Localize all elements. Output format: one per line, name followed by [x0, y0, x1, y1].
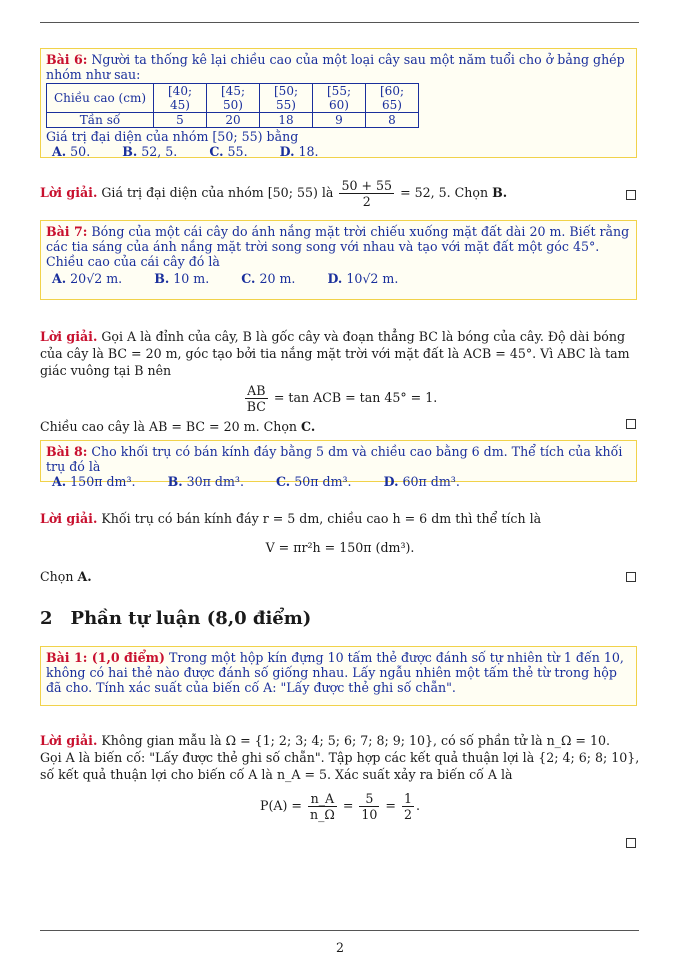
solution-6 — [40, 178, 640, 209]
essay-1-stem: Trong một hộp kín đựng 10 tấm thẻ được đánh số tự nhiên từ 1 đến 10, không có hai thẻ nào được đánh số giống nhau. Lấy ngẫu nhiên một tấm thẻ từ trong hộp đã cho. Tính xác suất của biến cố A: "Lấy được thẻ ghi số chẵn". — [46, 650, 624, 695]
exercise-7-box — [40, 220, 637, 300]
option-value: 52, 5. — [141, 144, 178, 159]
option-value: 18. — [298, 144, 319, 159]
section-number: 2 — [40, 608, 53, 629]
solution-label: Lời giải. — [40, 511, 98, 526]
table-cell: [45; 50) — [207, 84, 260, 113]
table-cell: [55; 60) — [313, 84, 366, 113]
exercise-8-label: Bài 8: — [46, 444, 88, 459]
option-key: D. — [383, 474, 399, 489]
table-cell: [50; 55) — [260, 84, 313, 113]
equation-rest: = tan ACB = tan 45° = 1. — [273, 390, 438, 405]
qed-icon — [626, 838, 636, 848]
exercise-7-text — [46, 224, 631, 269]
option-key: A. — [52, 271, 67, 286]
solution-8 — [40, 510, 640, 585]
exercise-7-options — [52, 271, 631, 286]
denominator: 2 — [362, 194, 371, 209]
section-title: Phần tự luận (8,0 điểm) — [70, 608, 312, 629]
solution-label: Lời giải. — [40, 329, 98, 344]
exercise-6-label: Bài 6: — [46, 52, 88, 67]
option-d — [384, 474, 474, 489]
option-value: 20 m. — [259, 271, 296, 286]
exercise-6-question: Giá trị đại diện của nhóm [50; 55) bằng — [46, 129, 299, 144]
section-heading — [40, 608, 311, 629]
equation — [40, 383, 640, 414]
table-cell: [60; 65) — [366, 84, 419, 113]
option-value: 50. — [70, 144, 91, 159]
qed-icon — [626, 190, 636, 200]
table-cell: 18 — [260, 113, 313, 128]
fraction — [339, 178, 394, 209]
denominator: BC — [246, 399, 266, 414]
option-c — [209, 144, 261, 159]
fraction — [245, 383, 268, 414]
bottom-rule — [40, 930, 639, 931]
volume-formula: V = πr²h = 150π (dm³). — [265, 540, 415, 555]
option-d — [327, 271, 412, 286]
solution-text: Khối trụ có bán kính đáy r = 5 dm, chiều cao h = 6 dm thì thể tích là — [101, 511, 542, 526]
option-value: 10√2 m. — [346, 271, 399, 286]
page-number: 2 — [335, 940, 344, 955]
equation-lhs: P(A) = — [259, 798, 302, 813]
option-key: C. — [241, 271, 256, 286]
option-a — [52, 474, 150, 489]
exercise-7-stem: Bóng của một cái cây do ánh nắng mặt trời chiếu xuống mặt đất dài 20 m. Biết rằng các tia sáng của ánh nắng mặt trời song song với nhau và tạo với mặt đất một góc 45°. Chiều cao của cái cây đó là — [46, 224, 630, 269]
numerator: n_A — [308, 791, 337, 807]
option-value: 30π dm³. — [186, 474, 244, 489]
option-key: D. — [327, 271, 343, 286]
option-key: C. — [276, 474, 291, 489]
table-cell: [40; 45) — [154, 84, 207, 113]
fraction — [308, 791, 337, 822]
table-cell: 5 — [154, 113, 207, 128]
solution-label: Lời giải. — [40, 185, 98, 200]
option-c — [276, 474, 366, 489]
option-key: B. — [154, 271, 170, 286]
option-key: B. — [122, 144, 138, 159]
option-key: A. — [52, 474, 67, 489]
table-cell: 20 — [207, 113, 260, 128]
option-b — [154, 271, 223, 286]
fraction — [402, 791, 414, 822]
solution-text: Gọi A là đỉnh của cây, B là gốc cây và đoạn thẳng BC là bóng của cây. Độ dài bóng của cây là BC = 20 m, góc tạo bởi tia nắng mặt trời với mặt đất là ACB = 45°. Vì ABC là tam giác vuông tại B nên — [40, 329, 630, 378]
numerator: 50 + 55 — [341, 178, 393, 193]
denominator: 10 — [361, 807, 378, 822]
option-value: 60π dm³. — [402, 474, 460, 489]
option-d — [280, 144, 333, 159]
exercise-8-box — [40, 440, 637, 489]
option-key: B. — [167, 474, 183, 489]
exercise-8-options — [52, 474, 631, 489]
numerator: AB — [245, 383, 268, 399]
fraction — [359, 791, 379, 822]
solution-text: Gọi A là biến cố: "Lấy được thẻ ghi số chẵn". Tập hợp các kết quả thuận lợi là {2; 4; 6; 8; 10}, số kết quả thuận lợi cho biến cố A là n_A = 5. Xác suất xảy ra biến cố A là — [40, 750, 640, 782]
answer: A. — [77, 569, 92, 584]
exercise-6-options — [52, 144, 631, 159]
solution-text: Chọn — [40, 569, 74, 584]
solution-7 — [40, 328, 640, 435]
option-key: D. — [279, 144, 295, 159]
top-rule — [40, 22, 639, 23]
table-cell: 9 — [313, 113, 366, 128]
option-b — [168, 474, 258, 489]
exercise-6-text — [46, 52, 631, 82]
option-key: C. — [209, 144, 224, 159]
option-key: A. — [52, 144, 67, 159]
answer: C. — [301, 419, 316, 434]
option-value: 150π dm³. — [70, 474, 136, 489]
option-value: 10 m. — [173, 271, 210, 286]
exercise-8-stem: Cho khối trụ có bán kính đáy bằng 5 dm và chiều cao bằng 6 dm. Thể tích của khối trụ đó là — [46, 444, 623, 474]
denominator: n_Ω — [309, 807, 335, 822]
option-a — [52, 271, 136, 286]
solution-text: Không gian mẫu là Ω = {1; 2; 3; 4; 5; 6; 7; 8; 9; 10}, có số phần tử là n_Ω = 10. — [101, 733, 611, 748]
numerator: 1 — [403, 791, 412, 806]
essay-1-label: Bài 1: (1,0 điểm) — [46, 650, 165, 665]
table-cell: Chiều cao (cm) — [47, 84, 154, 113]
solution-text: Giá trị đại diện của nhóm [50; 55) là — [101, 185, 334, 200]
option-a — [52, 144, 104, 159]
option-value: 50π dm³. — [294, 474, 352, 489]
solution-essay-1 — [40, 732, 640, 822]
qed-icon — [626, 572, 636, 582]
option-value: 55. — [227, 144, 248, 159]
numerator: 5 — [359, 791, 379, 807]
exercise-6-stem: Người ta thống kê lại chiều cao của một loại cây sau một năm tuổi cho ở bảng ghép nhóm như sau: — [46, 52, 625, 82]
probability-equation: P(A) = $\frac{n\_A}{n\_\Omega}$ = $\frac{5}{10}$ = $\frac{1}{2}$ . — [259, 791, 420, 822]
denominator: 2 — [403, 807, 412, 822]
table-cell: 8 — [366, 113, 419, 128]
solution-text: = 52, 5. Chọn — [400, 185, 489, 200]
table-cell: Tần số — [47, 113, 154, 128]
solution-text: Chiều cao cây là AB = BC = 20 m. Chọn — [40, 419, 298, 434]
essay-1-box — [40, 646, 637, 706]
exercise-6-box — [40, 48, 637, 158]
option-c — [241, 271, 309, 286]
option-value: 20√2 m. — [70, 271, 123, 286]
solution-label: Lời giải. — [40, 733, 98, 748]
exercise-7-label: Bài 7: — [46, 224, 88, 239]
answer: B. — [492, 185, 508, 200]
exercise-8-text — [46, 444, 631, 474]
qed-icon — [626, 419, 636, 429]
frequency-table — [46, 83, 419, 128]
option-b — [122, 144, 191, 159]
